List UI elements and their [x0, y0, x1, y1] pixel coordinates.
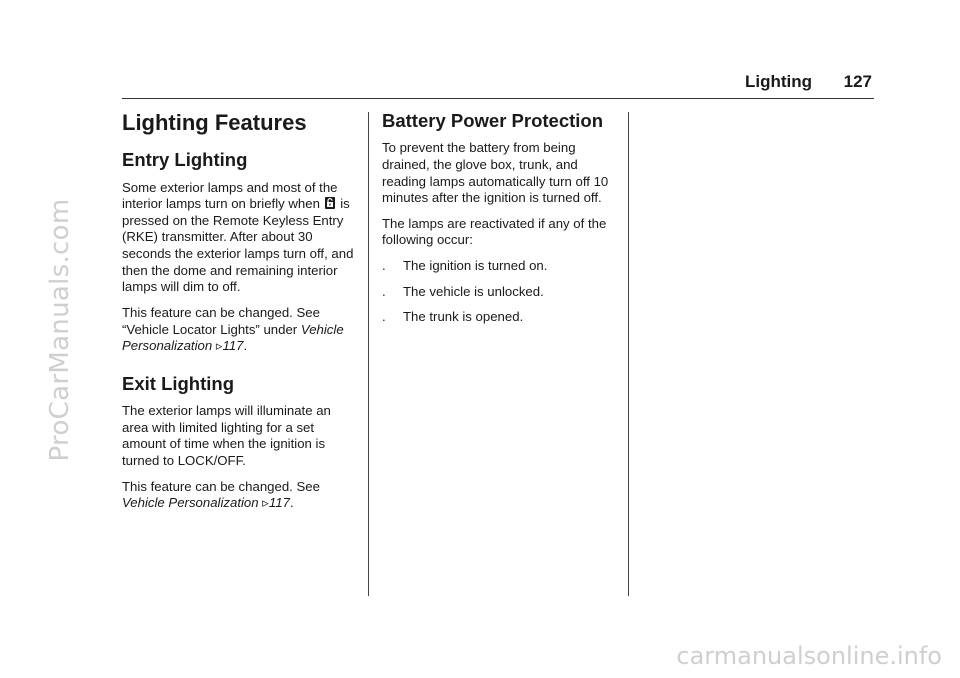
entry-lighting-paragraph [122, 180, 358, 296]
sentence-end: . [289, 495, 294, 511]
column-divider [628, 112, 629, 596]
entry-text-b: is pressed on the Remote Keyless Entry (RKE) transmitter. After about 30 seconds the exterior lamps turn off, and then the dome and remaining interior lamps will dim to off. [122, 196, 354, 295]
side-watermark: ProCarManuals.com [45, 198, 75, 462]
entry-note-text: This feature can be changed. See “Vehicle Locator Lights” under [122, 304, 320, 337]
exit-lighting-note [122, 479, 358, 512]
reactivation-list [382, 258, 618, 326]
bullet: . [382, 309, 386, 325]
chapter-title: Lighting Features [122, 110, 307, 135]
page-reference[interactable]: 117 [222, 338, 244, 354]
exit-lighting-paragraph: The exterior lamps will illuminate an area with limited lighting for a set amount of time when the ignition is turned to LOCK/OFF. [122, 403, 331, 468]
exit-note-text: This feature can be changed. See [122, 478, 320, 494]
page-number: 127 [843, 72, 872, 91]
vehicle-personalization-link[interactable]: Vehicle Personalization [122, 321, 344, 354]
bullet: . [382, 283, 386, 299]
entry-text-a: Some exterior lamps and most of the interior lamps turn on briefly when [122, 179, 338, 212]
column-divider [368, 112, 369, 596]
list-item-text: The ignition is turned on. [403, 258, 548, 274]
middle-column [382, 110, 618, 335]
page-header [122, 72, 874, 99]
left-column [122, 110, 358, 521]
sentence-end: . [243, 338, 248, 354]
battery-protection-paragraph: To prevent the battery from being drained, the glove box, trunk, and reading lamps automatically turn off 10 minutes after the ignition is turned off. [382, 140, 609, 206]
vehicle-personalization-link[interactable]: Vehicle Personalization [122, 495, 259, 511]
bullet: . [382, 258, 386, 274]
list-item [382, 284, 618, 301]
reactivation-intro: The lamps are reactivated if any of the following occur: [382, 215, 607, 248]
entry-lighting-note [122, 305, 358, 355]
list-item-text: The vehicle is unlocked. [403, 283, 544, 299]
list-item [382, 309, 618, 326]
entry-lighting-heading: Entry Lighting [122, 149, 248, 171]
bottom-watermark: carmanualsonline.info [676, 642, 942, 670]
unlock-icon [325, 197, 335, 209]
list-item-text: The trunk is opened. [403, 309, 524, 325]
page-reference[interactable]: 117 [268, 495, 290, 511]
page-reference-arrow-icon: ▹ [215, 338, 223, 354]
page-reference-arrow-icon: ▹ [262, 495, 269, 511]
section-title: Lighting [744, 72, 812, 91]
list-item [382, 258, 618, 275]
exit-lighting-heading: Exit Lighting [122, 372, 235, 394]
battery-protection-heading: Battery Power Protection [382, 110, 604, 131]
